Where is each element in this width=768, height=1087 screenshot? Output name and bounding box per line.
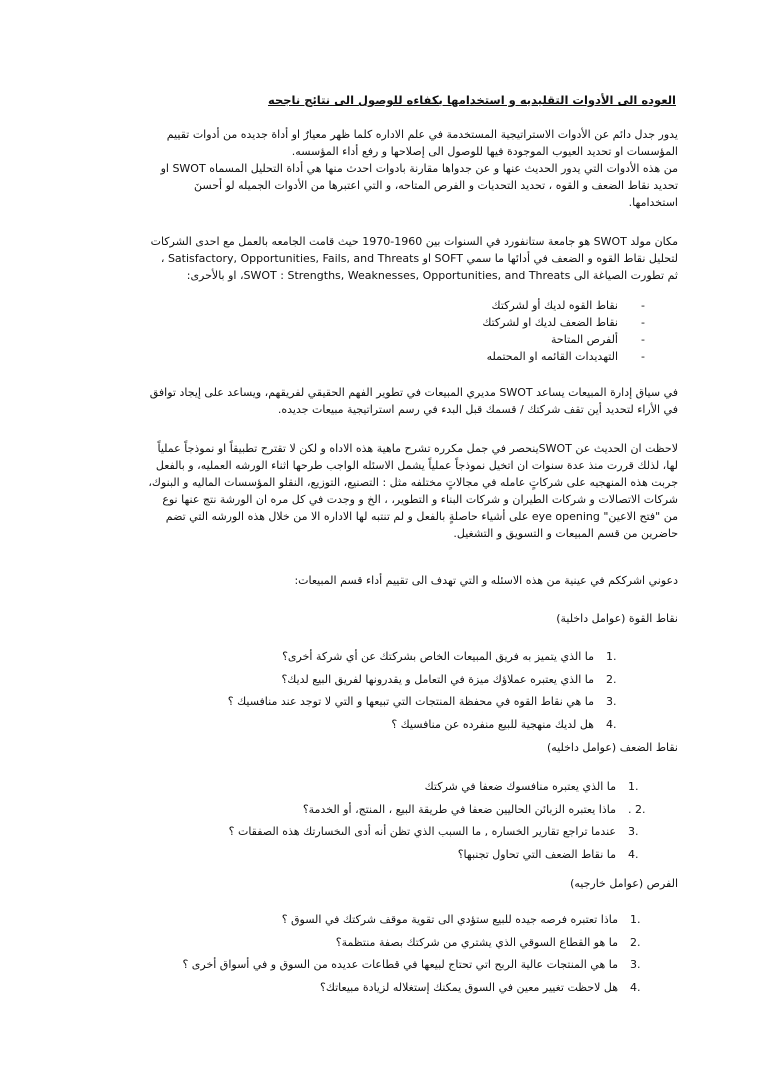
item-number: 2. [606, 672, 617, 686]
item-text: ماذا يعتبره الزبائن الحاليين ضعفا في طريقة البيع ، المنتج، أو الخدمة؟ [302, 802, 616, 816]
item-text: ما الذي يعتبره عملاؤك ميزة في التعامل و يقدرونها لفريق البيع لديك؟ [281, 672, 594, 686]
item-text: هل لديك منهجية للبيع منفرده عن منافسيك ؟ [391, 717, 594, 731]
swot-list [348, 297, 648, 365]
item-number: 4. [630, 980, 641, 994]
list-item [182, 954, 652, 977]
list-item [228, 646, 628, 669]
strengths-heading: نقاط القوة (عوامل داخلية) [556, 612, 678, 625]
item-number: 2. [630, 935, 641, 949]
text-line: في الأراء لتحديد أين تقف شركتك / قسمك قبل البدء في رسم استراتيجية مبيعات جديده. [277, 403, 678, 416]
item-number: 3. [630, 958, 641, 971]
list-item [229, 776, 650, 799]
observation-paragraph [38, 440, 678, 542]
item-text: عندما تراجع تقارير الخساره , ما السبب الذي تظن أنه أدى الىخسارتك هذه الصفقات ؟ [228, 825, 616, 838]
list-item [229, 844, 650, 867]
item-text: ما هي نقاط القوه في محفظة المنتجات التي تبيعها و التي لا توجد عند منافسيك ؟ [227, 695, 594, 708]
item-text: ما هو القطاع السوقي الذي يشتري من شركتك بصفة منتظمة؟ [335, 935, 618, 949]
swot-item-weaknesses: - نقاط الضعف لديك او لشركتك [348, 314, 648, 331]
list-item [229, 821, 650, 844]
item-text: هل لاحظت تغيير معين في السوق يمكنك إستغلاله لزيادة مبيعاتك؟ [320, 980, 618, 994]
swot-item-threats: - التهديدات القائمه او المحتمله [348, 348, 648, 365]
item-text: ماذا تعتبره فرصه جيده للبيع ستؤدي الى تقوية موقف شركتك في السوق ؟ [281, 913, 618, 926]
text-line: في سياق إدارة المبيعات يساعد SWOT مديري المبيعات في تطوير الفهم الحقيقي لفريقهم، ويساعد على إيجاد توافق [149, 386, 678, 399]
list-item [228, 714, 628, 737]
text-line: لاحظت ان الحديث عن SWOTينحصر في جمل مكرره تشرح ماهية هذه الاداه و لكن لا تقترح تطبيقاً او نموذجاً عملياً [157, 442, 678, 455]
item-number: 1. [606, 650, 617, 663]
weaknesses-questions [229, 776, 650, 866]
item-text: ما الذي يعتبره منافسوك ضعفا في شركتك [424, 780, 616, 793]
list-item [229, 799, 650, 822]
item-number: 3. [606, 695, 617, 708]
strengths-questions [228, 646, 628, 736]
context-paragraph [38, 384, 678, 418]
item-number: 1. [628, 780, 639, 793]
opportunities-heading: الفرص (عوامل خارجيه) [570, 877, 678, 890]
text-line: جربت هذه المنهجيه على شركاتٍ عامله في مجالاتٍ مختلفه مثل : التصنيع، التوزيع، النقلو المؤسسات الماليه و البنوك، [148, 476, 678, 489]
text-line: ثم تطورت الصياغة الى SWOT : Strengths, Weaknesses, Opportunities, and Threats، او بالأحرى: [186, 269, 678, 282]
item-number: . 2. [628, 802, 646, 816]
weaknesses-heading: نقاط الضعف (عوامل داخليه) [546, 741, 678, 754]
item-number: 1. [630, 913, 641, 926]
document-title: العوده الى الأدوات التقليديه و استخدامها بكفاءه للوصول الى نتائج ناجحه [268, 93, 676, 107]
invitation-text: دعوني اشرككم في عينية من هذه الاسئله و التي تهدف الى تقييم أداء قسم المبيعات: [294, 574, 678, 587]
text-line: مكان مولد SWOT هو جامعة ستانفورد في السنوات بين 1960-1970 حيث قامت الجامعه بالعمل مع احدى الشركات [150, 235, 678, 248]
item-number: 3. [628, 825, 639, 838]
opportunities-questions [182, 909, 652, 999]
text-line: المؤسسات او تحديد العيوب الموجودة فيها للوصول الى إصلاحها و رفع أداء المؤسسه. [291, 145, 678, 158]
text-line: حاضرين من قسم المبيعات و التسويق و التشغيل. [453, 527, 678, 540]
item-number: 4. [628, 847, 639, 861]
list-item [228, 691, 628, 714]
item-number: 4. [606, 717, 617, 731]
intro-paragraph [38, 126, 678, 211]
list-item [228, 669, 628, 692]
item-text: ما الذي يتميز به فريق المبيعات الخاص بشركتك عن أي شركة أخرى؟ [282, 650, 594, 663]
item-text: ما نقاط الضعف التي تحاول تجنبها؟ [457, 847, 616, 861]
list-item [182, 909, 652, 932]
text-line: يدور جدل دائم عن الأدوات الاستراتيجية المستخدمة في علم الاداره كلما ظهر معيارٌ او أداة جديده من أدوات تقييم [166, 128, 678, 141]
text-line: شركات الاتصالات و شركات الطيران و شركات البناء و التطوير، ، الخ و وجدت في كل مره ان الورشة نتج عنها نوع [162, 493, 678, 506]
list-item [182, 977, 652, 1000]
text-line: لها، لذلك قررت منذ عدة سنوات ان اتخيل نموذجاً عملياً يشمل الاسئله الواجب طرحها اثناء الورشه العمليه، و بالفعل [155, 459, 678, 472]
swot-item-opportunities: - ألفرص المتاحة [348, 331, 648, 348]
text-line: تحديد نقاط الضعف و القوه ، تحديد التحديات و الفرص المتاحه، و التي اعتبرها من الأدوات الجميله لو أحسنَ [194, 179, 678, 192]
history-paragraph [38, 233, 678, 284]
swot-item-strengths: - نقاط القوه لديك أو لشركتك [348, 297, 648, 314]
item-text: ما هي المنتجات عالية الربح اتي تحتاج لبيعها في قطاعات عديده من السوق و في أسواق أخرى ؟ [182, 958, 618, 971]
text-line: من "فتح الاعين" eye opening على أشياء حاصلةٍ بالفعل و لم تنتبه لها الاداره الا من خلال هذه الورشه التي تضم [165, 510, 678, 523]
text-line: استخدامها. [628, 196, 678, 209]
text-line: لتحليل نقاط القوه و الضعف في أدائها ما سمي SOFT او Satisfactory, Opportunities, Fails, and Threats ، [160, 252, 678, 265]
text-line: من هذه الأدوات التي يدور الحديث عنها و عن جدواها مقارنة بادوات احدث منها هي أداة التحليل المسماه SWOT او [160, 162, 678, 175]
list-item [182, 932, 652, 955]
